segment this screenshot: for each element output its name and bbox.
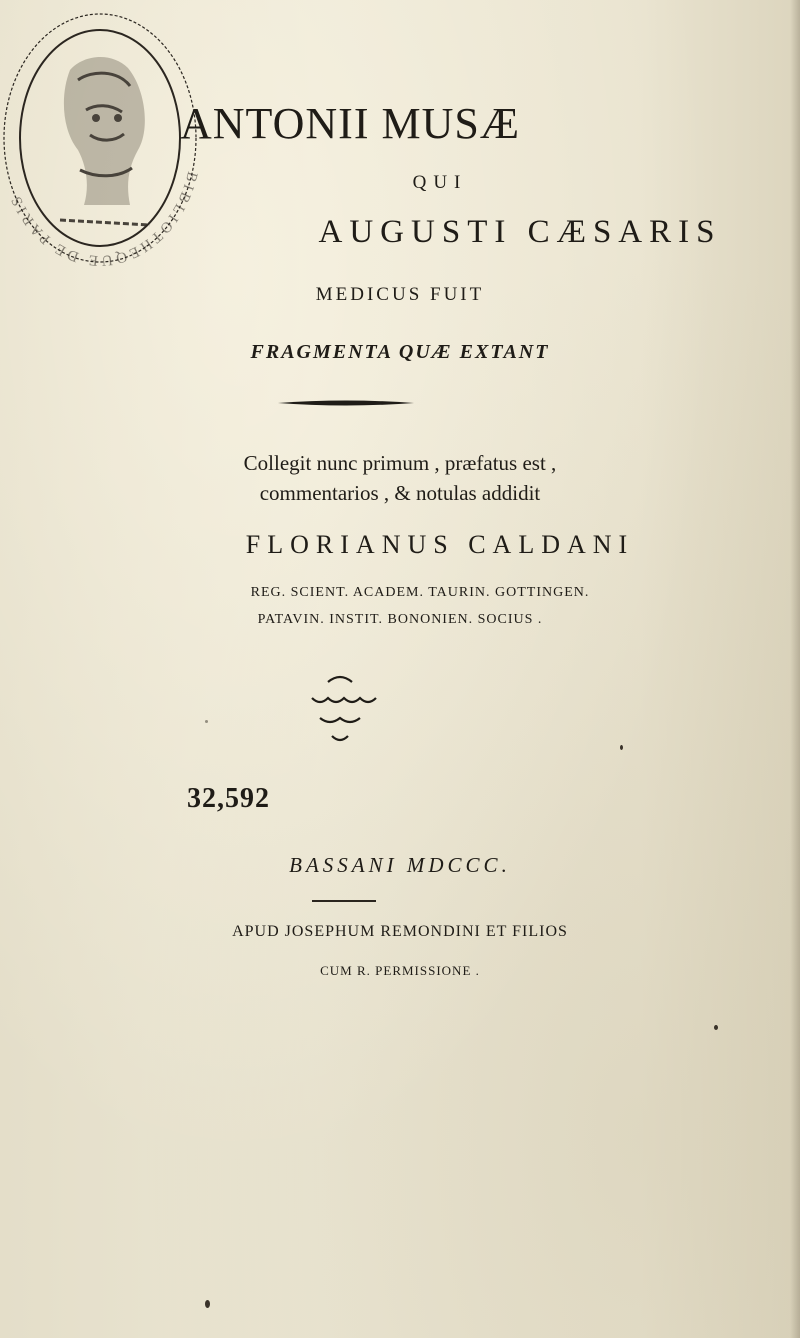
shelfmark-number: 32,592 (187, 783, 270, 814)
stamp-ring-text: BIBLIOTHEQUE DE PARIS (7, 169, 200, 269)
imprint-permission: CUM R. PERMISSIONE . (320, 963, 480, 978)
paper-speck (620, 745, 623, 750)
title-line-augusti-caesaris: AUGUSTI CÆSARIS (318, 214, 722, 250)
paper-speck (205, 720, 208, 723)
title-line-qui: QUI (412, 172, 468, 193)
editor-statement-line-2: commentarios , & notulas addidit (259, 481, 541, 505)
editor-affiliation-line-1: REG. SCIENT. ACADEM. TAURIN. GOTTINGEN. (250, 585, 590, 600)
title-line-medicus-fuit: MEDICUS FUIT (315, 284, 485, 305)
printers-ornament (300, 668, 380, 748)
imprint-printer: APUD JOSEPHUM REMONDINI ET FILIOS (232, 923, 568, 940)
title-line-fragmenta: FRAGMENTA QUÆ EXTANT (250, 341, 550, 363)
editor-affiliation-line-2: PATAVIN. INSTIT. BONONIEN. SOCIUS . (257, 612, 543, 627)
tapered-rule (278, 399, 414, 407)
imprint-place-date: BASSANI MDCCC. (289, 853, 511, 877)
paper-speck (714, 1025, 718, 1030)
stamp-portrait (60, 57, 150, 225)
paper-speck (205, 1300, 210, 1308)
page-edge-shadow (790, 0, 800, 1338)
editor-name: FLORIANUS CALDANI (245, 530, 635, 559)
editor-statement-line-1: Collegit nunc primum , præfatus est , (243, 451, 557, 475)
title-line-author-name: ANTONII MUSÆ (180, 99, 520, 148)
imprint-rule (312, 900, 376, 902)
